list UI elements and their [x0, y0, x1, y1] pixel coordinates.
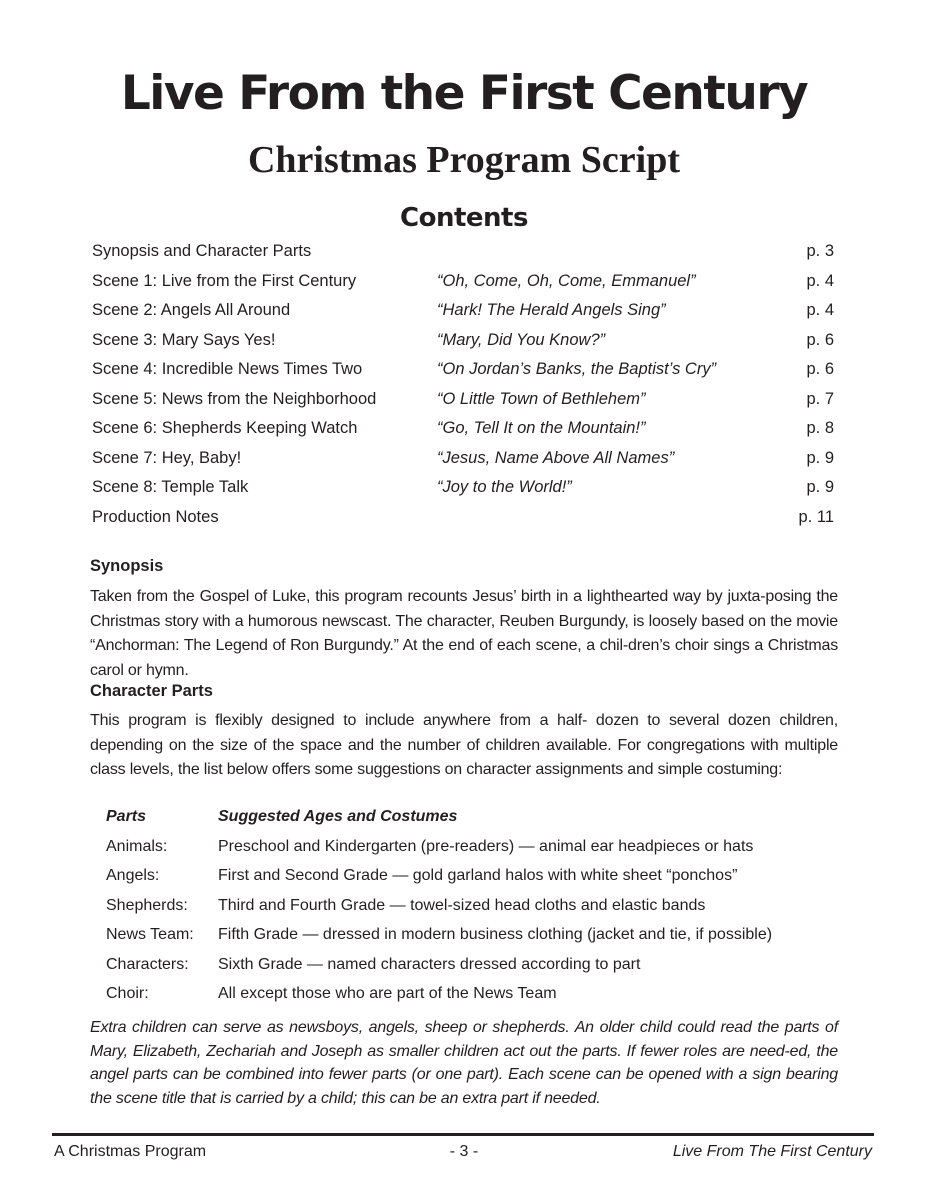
parts-table-row [106, 895, 836, 925]
toc-entry [92, 238, 834, 268]
part-suggestion: First and Second Grade — gold garland halos with white sheet “ponchos” [218, 867, 738, 884]
part-suggestion: All except those who are part of the News Team [218, 985, 557, 1002]
toc-entry-song: “Go, Tell It on the Mountain!” [437, 419, 646, 437]
document-title: Live From the First Century [120, 66, 808, 121]
toc-entry-page: p. 9 [806, 478, 834, 496]
toc-entry-page: p. 3 [806, 242, 834, 260]
part-suggestion: Preschool and Kindergarten (pre-readers) — animal ear headpieces or hats [218, 837, 754, 855]
toc-entry-page: p. 6 [806, 330, 834, 349]
toc-entry-title: Scene 4: Incredible News Times Two [92, 360, 363, 378]
toc-entry-page: p. 11 [798, 507, 834, 526]
page-number: - 3 - [449, 1143, 479, 1160]
footer-divider [52, 1133, 874, 1136]
extra-children-note: Extra children can serve as newsboys, angels, sheep or shepherds. An older child could read the parts of Mary, Elizabeth, Zechariah and Joseph as smaller children act out the parts. If fewer roles are need-ed, the angel parts can be combined into fewer parts (or one part). Each scene can be opened with a sign bearing the scene title that is carried by a child; this can be an extra part if needed. [90, 1019, 838, 1107]
toc-entry [92, 268, 834, 298]
character-parts-heading: Character Parts [90, 682, 213, 700]
parts-table [106, 806, 836, 1013]
parts-table-row [106, 954, 836, 984]
part-suggestion: Third and Fourth Grade — towel-sized head cloths and elastic bands [218, 896, 706, 914]
toc-entry-song: “Hark! The Herald Angels Sing” [437, 301, 666, 319]
toc-entry-title: Scene 3: Mary Says Yes! [92, 330, 276, 349]
part-name: Choir: [106, 985, 149, 1002]
character-parts-intro: This program is flexibly designed to include anywhere from a half- dozen to several dozen children, depending on the size of the space and the number of children available. For congregations with multiple class levels, the list below offers some suggestions on character assignments and simple costuming: [90, 712, 838, 779]
toc-entry [92, 386, 834, 416]
synopsis-heading: Synopsis [90, 557, 164, 575]
toc-entry-title: Scene 8: Temple Talk [92, 478, 249, 496]
toc-entry-title: Synopsis and Character Parts [92, 242, 312, 260]
parts-column-header: Parts [106, 808, 147, 825]
toc-entry-song: “Mary, Did You Know?” [437, 330, 606, 349]
toc-entry [92, 415, 834, 445]
synopsis-text: Taken from the Gospel of Luke, this program recounts Jesus’ birth in a lighthearted way by juxta-posing the Christmas story with a humorous newscast. The character, Reuben Burgundy, is loosely based on the movie “Anchorman: The Legend of Ron Burgundy.” At the end of each scene, a chil-dren’s choir sings a Christmas carol or hymn. [90, 588, 838, 680]
toc-entry-title: Scene 6: Shepherds Keeping Watch [92, 419, 358, 437]
toc-entry-title: Scene 5: News from the Neighborhood [92, 389, 377, 408]
part-suggestion: Sixth Grade — named characters dressed according to part [218, 955, 641, 973]
toc-entry-title: Production Notes [92, 507, 219, 526]
part-name: Shepherds: [106, 896, 188, 914]
toc-entry-song: “Joy to the World!” [437, 478, 572, 496]
toc-entry [92, 297, 834, 327]
toc-entry-page: p. 6 [806, 360, 834, 378]
toc-entry-song: “Oh, Come, Oh, Come, Emmanuel” [437, 271, 696, 290]
part-name: Angels: [106, 867, 160, 884]
toc-entry-page: p. 7 [806, 389, 834, 408]
parts-table-row [106, 983, 836, 1013]
toc-entry-song: “O Little Town of Bethlehem” [437, 389, 646, 408]
part-name: Characters: [106, 955, 189, 973]
table-of-contents [92, 238, 834, 533]
toc-entry [92, 504, 834, 534]
toc-entry [92, 356, 834, 386]
parts-table-row [106, 865, 836, 895]
parts-table-header [106, 806, 836, 836]
document-subtitle: Christmas Program Script [247, 139, 680, 181]
toc-entry-page: p. 9 [806, 448, 834, 467]
toc-entry-page: p. 4 [806, 271, 834, 290]
contents-heading: Contents [400, 203, 528, 233]
toc-entry-title: Scene 2: Angels All Around [92, 301, 291, 319]
toc-entry [92, 327, 834, 357]
toc-entry-title: Scene 1: Live from the First Century [92, 271, 357, 290]
toc-entry [92, 474, 834, 504]
suggestions-column-header: Suggested Ages and Costumes [218, 808, 458, 825]
toc-entry-page: p. 4 [806, 301, 834, 319]
parts-table-row [106, 924, 836, 954]
toc-entry-song: “On Jordan’s Banks, the Baptist’s Cry” [437, 360, 717, 378]
part-suggestion: Fifth Grade — dressed in modern business clothing (jacket and tie, if possible) [218, 926, 773, 943]
toc-entry-song: “Jesus, Name Above All Names” [437, 448, 675, 467]
toc-entry-page: p. 8 [806, 419, 834, 437]
toc-entry-title: Scene 7: Hey, Baby! [92, 448, 242, 467]
footer-left: A Christmas Program [54, 1143, 207, 1160]
part-name: Animals: [106, 837, 168, 855]
footer-right: Live From The First Century [672, 1143, 872, 1160]
toc-entry [92, 445, 834, 475]
parts-table-row [106, 836, 836, 866]
part-name: News Team: [106, 926, 194, 943]
